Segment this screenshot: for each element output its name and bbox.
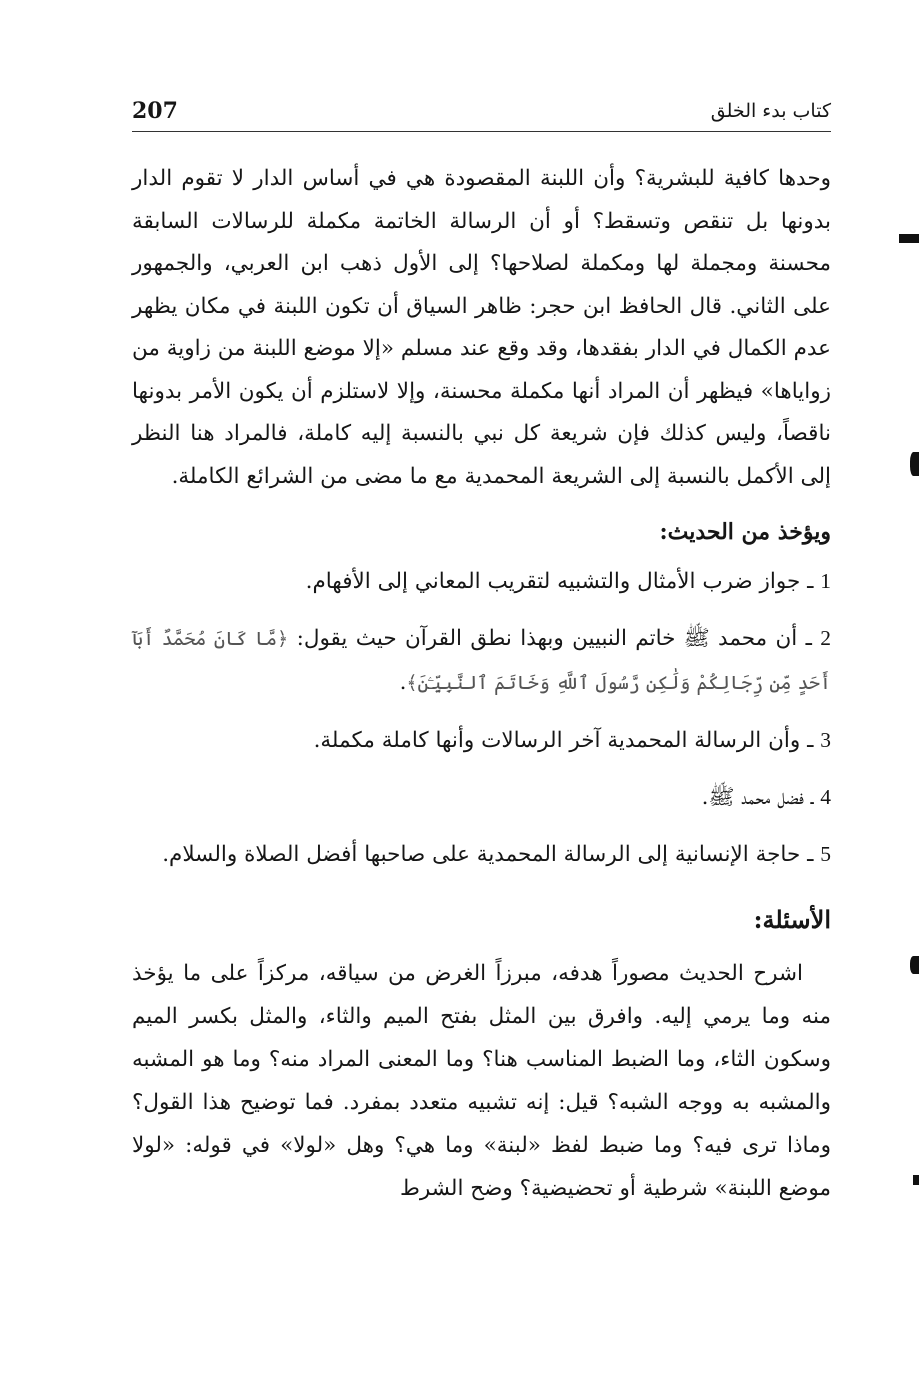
list-item — [132, 833, 831, 876]
running-header — [132, 96, 831, 130]
list-item-text: ـ فضل محمد ﷺ. — [701, 785, 814, 810]
page-number: 207 — [132, 98, 178, 124]
list-item-number: 5 — [820, 842, 831, 866]
lessons-heading: ويؤخذ من الحديث: — [659, 519, 831, 545]
quran-verse: ﴿مَّا كَانَ مُحَمَّدٌ أَبَآ أَحَدٍ مِّن رِّجَالِكُمْ وَلَٰكِن رَّسُولَ ٱللَّهِ وَخَاتَمَ ٱلنَّبِيِّـۧنَ﴾ — [132, 628, 831, 694]
scan-edge-mark — [899, 234, 919, 243]
list-item-text: ـ أن محمد ﷺ خاتم النبيين وبهذا نطق القرآن حيث يقول: — [296, 626, 812, 651]
book-section-title: كتاب بدء الخلق — [710, 100, 831, 122]
list-item-text: ـ جواز ضرب الأمثال والتشبيه لتقريب المعاني إلى الأفهام. — [305, 569, 814, 594]
scan-edge-mark — [910, 956, 919, 974]
list-item-end: . — [399, 670, 407, 695]
scan-edge-mark — [910, 452, 919, 476]
list-item — [132, 776, 831, 819]
page-body — [132, 158, 831, 1210]
list-item-text: ـ وأن الرسالة المحمدية آخر الرسالات وأنها كاملة مكملة. — [313, 728, 814, 753]
list-item-text: ـ حاجة الإنسانية إلى الرسالة المحمدية على صاحبها أفضل الصلاة والسلام. — [162, 842, 814, 867]
scan-edge-mark — [913, 1175, 919, 1185]
list-item — [132, 560, 831, 603]
list-item-number: 1 — [820, 569, 831, 593]
paragraph-commentary: وحدها كافية للبشرية؟ وأن اللبنة المقصودة هي في أساس الدار لا تقوم الدار بدونها بل تنقص وتسقط؟ أو أن الرسالة الخاتمة مكملة للرسالات السابقة محسنة ومجملة لها ومكملة لصلاحها؟ إلى الأول ذهب ابن العربي، والجمهور على الثاني. قال الحافظ ابن حجر: ظاهر السياق أن تكون اللبنة في مكان يظهر عدم الكمال في الدار بفقدها، وقد وقع عند مسلم «إلا موضع اللبنة من زاوية من زواياها» فيظهر أن المراد أنها مكملة محسنة، وإلا لاستلزم أن يكون الأمر بدونها ناقصاً، وليس كذلك فإن شريعة كل نبي بالنسبة إليه كاملة، فالمراد هنا النظر إلى الأكمل بالنسبة إلى الشريعة المحمدية مع ما مضى من الشرائع الكاملة. — [132, 166, 831, 489]
list-item-number: 3 — [820, 728, 831, 752]
list-item-number: 2 — [820, 626, 831, 650]
list-item — [132, 719, 831, 762]
list-item — [132, 617, 831, 705]
header-divider — [132, 131, 831, 132]
questions-heading: الأسئلة: — [753, 905, 831, 934]
questions-paragraph: اشرح الحديث مصوراً هدفه، مبرزاً الغرض من سياقه، مركزاً على ما يؤخذ منه وما يرمي إليه. وافرق بين المثل بفتح الميم والثاء، والمثل بكسر الميم وسكون الثاء، وما الضبط المناسب هنا؟ وما المعنى المراد منه؟ وما هو المشبه والمشبه به ووجه الشبه؟ قيل: إنه تشبيه متعدد بمفرد. فما توضيح هذا القول؟ وماذا ترى فيه؟ وما ضبط لفظ «لبنة» وما هي؟ وهل «لولا» في قوله: «لولا موضع اللبنة» شرطية أو تحضيضية؟ وضح الشرط — [132, 961, 831, 1201]
list-item-number: 4 — [820, 785, 831, 809]
